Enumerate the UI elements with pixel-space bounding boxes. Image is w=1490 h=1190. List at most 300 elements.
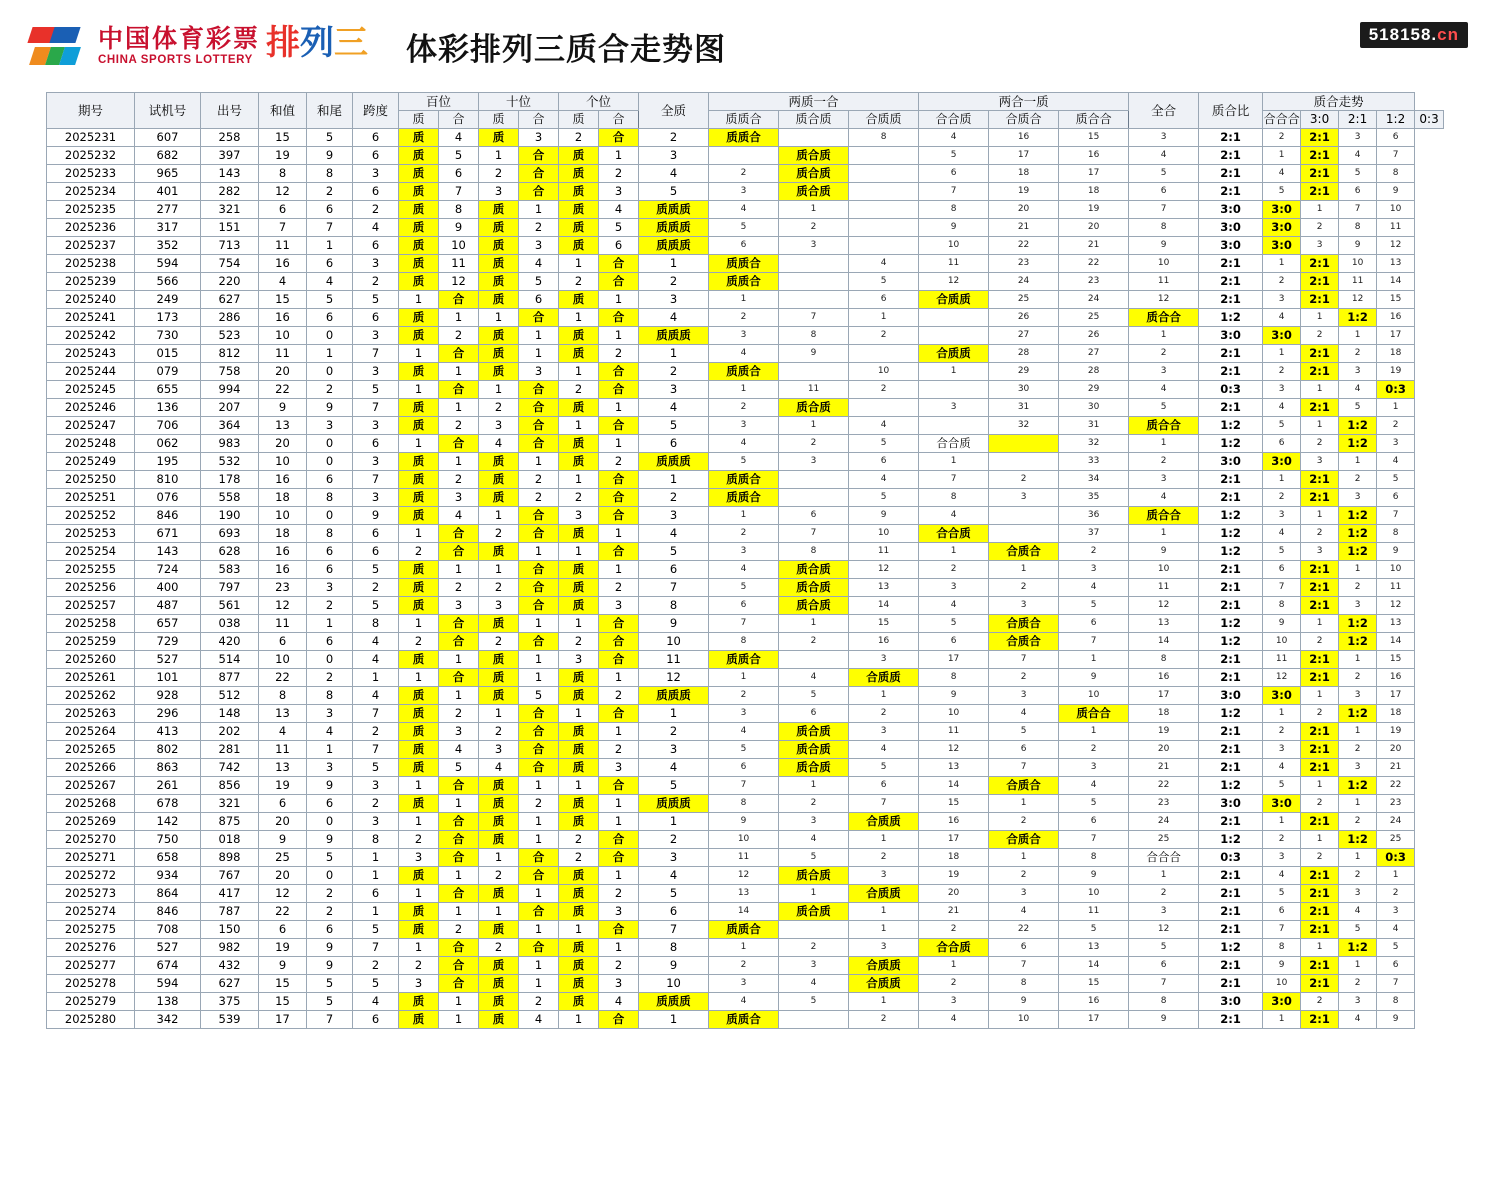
cell-sum-tail: 1: [307, 741, 353, 759]
cell-test-number: 142: [135, 813, 201, 831]
cell-test-number: 863: [135, 759, 201, 777]
cell-units-composite: 合: [599, 309, 639, 327]
cell-hzz: 4: [849, 471, 919, 489]
cell-tens-composite: 2: [519, 489, 559, 507]
cell-units-prime: 质: [559, 147, 599, 165]
cell-zhh: 16: [1059, 147, 1129, 165]
cell-hundreds-composite: 6: [439, 165, 479, 183]
cell-trend-03: 9: [1377, 1011, 1415, 1029]
cell-tens-composite: 2: [519, 471, 559, 489]
cell-hhh: 16: [1129, 669, 1199, 687]
cell-trend-03: 17: [1377, 687, 1415, 705]
cell-zzh: 6: [709, 597, 779, 615]
cell-tens-composite: 合: [519, 633, 559, 651]
cell-sum-tail: 0: [307, 813, 353, 831]
cell-hhz: 2: [919, 921, 989, 939]
table-row[interactable]: [47, 939, 1444, 957]
cell-all-prime: 10: [639, 975, 709, 993]
cell-test-number: 401: [135, 183, 201, 201]
cell-test-number: 750: [135, 831, 201, 849]
cell-units-prime: 2: [559, 129, 599, 147]
table-row[interactable]: [47, 165, 1444, 183]
cell-draw-number: 321: [201, 201, 259, 219]
cell-all-prime: 3: [639, 381, 709, 399]
cell-trend-12: 4: [1339, 381, 1377, 399]
cell-hhh: 11: [1129, 273, 1199, 291]
table-row[interactable]: [47, 435, 1444, 453]
cell-trend-21: 2:1: [1301, 129, 1339, 147]
cell-sum-tail: 4: [307, 273, 353, 291]
th-issue: 期号: [47, 93, 135, 129]
cell-hundreds-composite: 1: [439, 993, 479, 1011]
table-row[interactable]: [47, 633, 1444, 651]
cell-zhz: 质合质: [779, 183, 849, 201]
cell-trend-21: 2:1: [1301, 597, 1339, 615]
cell-issue: 2025254: [47, 543, 135, 561]
table-row[interactable]: [47, 561, 1444, 579]
cell-hhh: 10: [1129, 561, 1199, 579]
cell-span: 7: [353, 939, 399, 957]
cell-test-number: 527: [135, 939, 201, 957]
cell-draw-number: 856: [201, 777, 259, 795]
table-row[interactable]: [47, 777, 1444, 795]
th-hundreds-prime: 质: [399, 111, 439, 129]
cell-hzz: 12: [849, 561, 919, 579]
table-row[interactable]: [47, 651, 1444, 669]
cell-zhh: 31: [1059, 417, 1129, 435]
cell-units-prime: 质: [559, 687, 599, 705]
cell-hzh: 合质合: [989, 777, 1059, 795]
cell-hzz: 2: [849, 849, 919, 867]
table-row[interactable]: [47, 759, 1444, 777]
cell-sum: 9: [259, 831, 307, 849]
cell-sum-tail: 7: [307, 1011, 353, 1029]
cell-units-prime: 1: [559, 309, 599, 327]
cell-draw-number: 532: [201, 453, 259, 471]
cell-ratio: 2:1: [1199, 723, 1263, 741]
cell-trend-12: 1:2: [1339, 615, 1377, 633]
cell-trend-30: 6: [1263, 435, 1301, 453]
cell-tens-composite: 合: [519, 597, 559, 615]
cell-units-prime: 2: [559, 273, 599, 291]
cell-span: 5: [353, 291, 399, 309]
table-row[interactable]: [47, 201, 1444, 219]
cell-hhh: 23: [1129, 795, 1199, 813]
cell-trend-12: 1:2: [1339, 417, 1377, 435]
cell-sum-tail: 5: [307, 129, 353, 147]
cell-tens-prime: 质: [479, 651, 519, 669]
cell-trend-03: 14: [1377, 273, 1415, 291]
cell-sum: 18: [259, 489, 307, 507]
cell-units-composite: 1: [599, 399, 639, 417]
cell-zzh: 4: [709, 201, 779, 219]
cell-hhh: 9: [1129, 237, 1199, 255]
cell-tens-composite: 合: [519, 741, 559, 759]
table-row[interactable]: [47, 615, 1444, 633]
table-row[interactable]: [47, 345, 1444, 363]
table-row[interactable]: [47, 741, 1444, 759]
cell-draw-number: 982: [201, 939, 259, 957]
cell-units-composite: 2: [599, 687, 639, 705]
cell-sum-tail: 8: [307, 489, 353, 507]
cell-test-number: 136: [135, 399, 201, 417]
cell-units-composite: 3: [599, 183, 639, 201]
cell-hundreds-composite: 合: [439, 543, 479, 561]
cell-hzh: 1: [989, 795, 1059, 813]
cell-zzh: 1: [709, 669, 779, 687]
cell-zhh: 13: [1059, 939, 1129, 957]
cell-test-number: 607: [135, 129, 201, 147]
cell-units-composite: 3: [599, 597, 639, 615]
cell-hhz: 合合质: [919, 435, 989, 453]
cell-zzh: 10: [709, 831, 779, 849]
cell-trend-03: 21: [1377, 759, 1415, 777]
table-row[interactable]: [47, 849, 1444, 867]
table-row[interactable]: [47, 507, 1444, 525]
table-row[interactable]: [47, 291, 1444, 309]
cell-trend-21: 2:1: [1301, 255, 1339, 273]
table-row[interactable]: [47, 669, 1444, 687]
cell-tens-prime: 质: [479, 885, 519, 903]
cell-span: 3: [353, 165, 399, 183]
cell-hzh: 合质合: [989, 543, 1059, 561]
cell-units-composite: 1: [599, 669, 639, 687]
cell-zhz: 质合质: [779, 561, 849, 579]
cell-all-prime: 12: [639, 669, 709, 687]
table-row[interactable]: [47, 183, 1444, 201]
cell-zhz: 4: [779, 975, 849, 993]
cell-trend-03: 15: [1377, 291, 1415, 309]
cell-ratio: 1:2: [1199, 831, 1263, 849]
cell-all-prime: 4: [639, 867, 709, 885]
cell-test-number: 413: [135, 723, 201, 741]
cell-trend-12: 4: [1339, 147, 1377, 165]
cell-draw-number: 417: [201, 885, 259, 903]
cell-hhz: 15: [919, 795, 989, 813]
cell-issue: 2025261: [47, 669, 135, 687]
table-row[interactable]: [47, 957, 1444, 975]
cell-zhh: 1: [1059, 651, 1129, 669]
cell-zzh: 14: [709, 903, 779, 921]
cell-hundreds-prime: 质: [399, 651, 439, 669]
cell-zhh: 9: [1059, 867, 1129, 885]
cell-trend-12: 8: [1339, 219, 1377, 237]
cell-test-number: 317: [135, 219, 201, 237]
cell-trend-03: 18: [1377, 705, 1415, 723]
cell-zhz: 3: [779, 237, 849, 255]
cell-units-prime: 1: [559, 777, 599, 795]
th-all-prime: 全质: [639, 93, 709, 129]
cell-hzz: 4: [849, 255, 919, 273]
cell-all-prime: 质质质: [639, 795, 709, 813]
cell-hzh: 32: [989, 417, 1059, 435]
cell-sum: 12: [259, 597, 307, 615]
table-row[interactable]: [47, 723, 1444, 741]
cell-draw-number: 321: [201, 795, 259, 813]
cell-trend-12: 1: [1339, 561, 1377, 579]
cell-span: 1: [353, 903, 399, 921]
cell-test-number: 076: [135, 489, 201, 507]
cell-test-number: 810: [135, 471, 201, 489]
cell-span: 8: [353, 831, 399, 849]
table-row[interactable]: [47, 399, 1444, 417]
cell-hhz: 17: [919, 651, 989, 669]
cell-trend-21: 2:1: [1301, 921, 1339, 939]
table-row[interactable]: [47, 327, 1444, 345]
cell-zzh: 5: [709, 453, 779, 471]
cell-zhh: 2: [1059, 543, 1129, 561]
table-row[interactable]: [47, 147, 1444, 165]
table-row[interactable]: [47, 489, 1444, 507]
cell-units-composite: 1: [599, 291, 639, 309]
cell-hhh: 18: [1129, 705, 1199, 723]
cell-trend-12: 3: [1339, 489, 1377, 507]
cell-trend-12: 1: [1339, 327, 1377, 345]
cell-span: 1: [353, 867, 399, 885]
table-row[interactable]: [47, 219, 1444, 237]
cell-trend-21: 2:1: [1301, 399, 1339, 417]
table-row[interactable]: [47, 309, 1444, 327]
cell-trend-12: 2: [1339, 975, 1377, 993]
cell-trend-12: 9: [1339, 237, 1377, 255]
cell-span: 5: [353, 975, 399, 993]
cell-hhz: 2: [919, 975, 989, 993]
cell-zhh: 26: [1059, 327, 1129, 345]
cell-issue: 2025263: [47, 705, 135, 723]
cell-hhz: 5: [919, 615, 989, 633]
cell-hzh: 合质合: [989, 831, 1059, 849]
cell-all-prime: 3: [639, 147, 709, 165]
cell-trend-03: 13: [1377, 615, 1415, 633]
cell-hhh: 1: [1129, 525, 1199, 543]
cell-hundreds-composite: 合: [439, 615, 479, 633]
table-row[interactable]: [47, 363, 1444, 381]
cell-issue: 2025237: [47, 237, 135, 255]
table-row[interactable]: [47, 867, 1444, 885]
cell-all-prime: 6: [639, 903, 709, 921]
cell-hzz: 4: [849, 417, 919, 435]
cell-test-number: 671: [135, 525, 201, 543]
table-row[interactable]: [47, 237, 1444, 255]
cell-zhh: 17: [1059, 165, 1129, 183]
cell-test-number: 143: [135, 543, 201, 561]
cell-all-prime: 9: [639, 957, 709, 975]
cell-zhh: 4: [1059, 579, 1129, 597]
cell-hhh: 3: [1129, 129, 1199, 147]
cell-test-number: 015: [135, 345, 201, 363]
table-row[interactable]: [47, 417, 1444, 435]
table-row[interactable]: [47, 129, 1444, 147]
cell-hhh: 1: [1129, 435, 1199, 453]
cell-zhz: 7: [779, 309, 849, 327]
table-row[interactable]: [47, 831, 1444, 849]
cell-sum: 22: [259, 381, 307, 399]
cell-test-number: 682: [135, 147, 201, 165]
cell-trend-03: 7: [1377, 147, 1415, 165]
cell-sum-tail: 3: [307, 759, 353, 777]
cell-test-number: 724: [135, 561, 201, 579]
cell-hhh: 质合合: [1129, 309, 1199, 327]
cell-sum: 12: [259, 885, 307, 903]
cell-hhh: 12: [1129, 291, 1199, 309]
table-row[interactable]: [47, 543, 1444, 561]
cell-hzz: 3: [849, 723, 919, 741]
cell-trend-03: 5: [1377, 471, 1415, 489]
cell-units-prime: 质: [559, 561, 599, 579]
cell-trend-03: 23: [1377, 795, 1415, 813]
cell-trend-21: 2: [1301, 705, 1339, 723]
cell-test-number: 101: [135, 669, 201, 687]
cell-ratio: 1:2: [1199, 309, 1263, 327]
cell-zhh: 33: [1059, 453, 1129, 471]
cell-trend-21: 1: [1301, 939, 1339, 957]
cell-ratio: 2:1: [1199, 363, 1263, 381]
cell-hhz: 11: [919, 723, 989, 741]
cell-sum-tail: 0: [307, 363, 353, 381]
table-row[interactable]: [47, 795, 1444, 813]
cell-sum: 6: [259, 633, 307, 651]
cell-units-prime: 1: [559, 921, 599, 939]
table-row[interactable]: [47, 471, 1444, 489]
cell-trend-21: 2:1: [1301, 345, 1339, 363]
cell-hzz: 1: [849, 309, 919, 327]
cell-zhz: 3: [779, 453, 849, 471]
table-row[interactable]: [47, 453, 1444, 471]
cell-trend-03: 3: [1377, 903, 1415, 921]
cell-zhz: 质合质: [779, 399, 849, 417]
cell-hzh: 6: [989, 741, 1059, 759]
cell-sum: 4: [259, 273, 307, 291]
cell-span: 7: [353, 471, 399, 489]
cell-units-composite: 合: [599, 543, 639, 561]
cell-units-composite: 1: [599, 813, 639, 831]
cell-issue: 2025274: [47, 903, 135, 921]
cell-tens-composite: 合: [519, 417, 559, 435]
cell-sum-tail: 6: [307, 921, 353, 939]
cell-hzz: 13: [849, 579, 919, 597]
cell-span: 6: [353, 1011, 399, 1029]
cell-zhz: 2: [779, 633, 849, 651]
cell-hundreds-prime: 质: [399, 399, 439, 417]
cell-sum-tail: 0: [307, 453, 353, 471]
th-prime-composite-trend: 质合走势: [1263, 93, 1415, 111]
table-row[interactable]: [47, 993, 1444, 1011]
table-row[interactable]: [47, 975, 1444, 993]
table-row[interactable]: [47, 381, 1444, 399]
cell-trend-30: 3: [1263, 849, 1301, 867]
cell-trend-30: 10: [1263, 633, 1301, 651]
cell-span: 5: [353, 921, 399, 939]
cell-issue: 2025241: [47, 309, 135, 327]
cell-test-number: 249: [135, 291, 201, 309]
cell-hundreds-prime: 2: [399, 957, 439, 975]
cell-draw-number: 018: [201, 831, 259, 849]
cell-trend-03: 11: [1377, 219, 1415, 237]
cell-trend-30: 4: [1263, 399, 1301, 417]
cell-test-number: 195: [135, 453, 201, 471]
cell-issue: 2025238: [47, 255, 135, 273]
cell-test-number: 658: [135, 849, 201, 867]
table-row[interactable]: [47, 273, 1444, 291]
cell-hhz: 8: [919, 669, 989, 687]
cell-hzz: 3: [849, 867, 919, 885]
table-row[interactable]: [47, 687, 1444, 705]
cell-hundreds-prime: 质: [399, 561, 439, 579]
cell-zhh: 3: [1059, 561, 1129, 579]
cell-hundreds-prime: 质: [399, 453, 439, 471]
table-row[interactable]: [47, 597, 1444, 615]
cell-hhz: 3: [919, 579, 989, 597]
cell-trend-12: 1: [1339, 849, 1377, 867]
cell-trend-03: 8: [1377, 525, 1415, 543]
cell-zzh: 6: [709, 759, 779, 777]
cell-tens-prime: 质: [479, 327, 519, 345]
cell-tens-prime: 1: [479, 381, 519, 399]
cell-ratio: 1:2: [1199, 633, 1263, 651]
table-row[interactable]: [47, 903, 1444, 921]
cell-hzh: 6: [989, 939, 1059, 957]
cell-ratio: 3:0: [1199, 201, 1263, 219]
table-row[interactable]: [47, 525, 1444, 543]
th-hhh: 合合合: [1263, 111, 1301, 129]
cell-hundreds-prime: 1: [399, 435, 439, 453]
table-row[interactable]: [47, 255, 1444, 273]
cell-hzh: 20: [989, 201, 1059, 219]
cell-test-number: 594: [135, 255, 201, 273]
table-row[interactable]: [47, 579, 1444, 597]
cell-trend-30: 8: [1263, 939, 1301, 957]
table-row[interactable]: [47, 885, 1444, 903]
cell-sum: 8: [259, 687, 307, 705]
cell-zhh: 21: [1059, 237, 1129, 255]
cell-sum: 19: [259, 147, 307, 165]
cell-zhz: 5: [779, 687, 849, 705]
cell-ratio: 3:0: [1199, 795, 1263, 813]
cell-hundreds-prime: 质: [399, 165, 439, 183]
table-row[interactable]: [47, 813, 1444, 831]
cell-hzz: 合质质: [849, 957, 919, 975]
cell-hundreds-composite: 1: [439, 363, 479, 381]
cell-zhz: [779, 255, 849, 273]
cell-trend-03: 25: [1377, 831, 1415, 849]
cell-tens-prime: 质: [479, 957, 519, 975]
cell-hhh: 7: [1129, 975, 1199, 993]
cell-tens-prime: 质: [479, 543, 519, 561]
cell-zhh: 6: [1059, 615, 1129, 633]
cell-trend-12: 11: [1339, 273, 1377, 291]
cell-units-prime: 2: [559, 489, 599, 507]
cell-hhh: 1: [1129, 327, 1199, 345]
cell-zhz: 质合质: [779, 759, 849, 777]
cell-draw-number: 742: [201, 759, 259, 777]
cell-zzh: 2: [709, 687, 779, 705]
table-row[interactable]: [47, 921, 1444, 939]
cell-hundreds-composite: 4: [439, 507, 479, 525]
cell-all-prime: 10: [639, 633, 709, 651]
cell-sum-tail: 9: [307, 957, 353, 975]
table-row[interactable]: [47, 1011, 1444, 1029]
cell-hzh: 28: [989, 345, 1059, 363]
cell-test-number: 261: [135, 777, 201, 795]
cell-test-number: 062: [135, 435, 201, 453]
cell-trend-12: 2: [1339, 741, 1377, 759]
cell-zhz: 质合质: [779, 903, 849, 921]
cell-all-prime: 2: [639, 273, 709, 291]
cell-trend-12: 3: [1339, 993, 1377, 1011]
cell-units-composite: 合: [599, 381, 639, 399]
cell-ratio: 3:0: [1199, 237, 1263, 255]
table-row[interactable]: [47, 705, 1444, 723]
